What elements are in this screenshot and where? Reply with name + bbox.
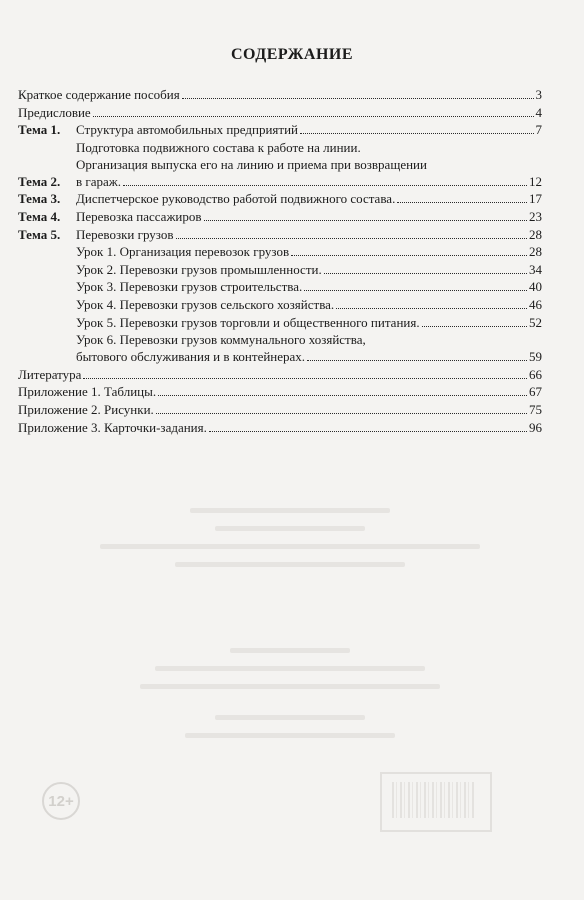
toc-page-number: 4 (535, 104, 542, 120)
toc-entry (18, 331, 542, 365)
toc-entry (18, 261, 542, 278)
toc-entry-line: Подготовка подвижного состава к работе на линии. (76, 139, 361, 155)
toc-page-number: 3 (535, 87, 542, 102)
toc-page-number: 7 (535, 122, 542, 138)
bleed-through-imprint (90, 648, 490, 751)
toc-entry-title: Перевозка пассажиров (76, 208, 202, 224)
toc-entry-title: Предисловие (18, 104, 91, 120)
toc-page-number: 12 (529, 173, 542, 189)
toc-entry (18, 401, 542, 418)
toc-entry-title: в гараж. (76, 173, 121, 189)
toc-page-number: 17 (529, 191, 542, 207)
toc-entry (18, 139, 542, 190)
toc-entry (18, 208, 542, 225)
toc-leader-dots (176, 238, 528, 239)
toc-entry-title: Диспетчерское руководство работой подвижного состава. (76, 191, 396, 207)
toc-entry (18, 314, 542, 331)
toc-entry-title: Литература (18, 366, 82, 382)
toc-leader-dots (422, 326, 527, 327)
toc-leader-dots (307, 360, 527, 361)
toc-leader-dots (397, 202, 527, 203)
toc-entry (18, 366, 542, 383)
toc-leader-dots (304, 290, 527, 291)
toc-entry (18, 86, 542, 103)
age-rating-mark: 12+ (42, 782, 80, 820)
toc-page-number: 34 (529, 261, 542, 277)
toc-leader-dots (209, 431, 527, 432)
toc-leader-dots (204, 220, 527, 221)
toc-entry-line: Урок 6. Перевозки грузов коммунального хозяйства, (76, 332, 366, 348)
toc-entry-title: Приложение 2. Рисунки. (18, 401, 154, 417)
toc-entry-title: Урок 4. Перевозки грузов сельского хозяйства. (76, 296, 335, 312)
toc-leader-dots (182, 98, 534, 99)
toc-page-number: 66 (529, 366, 542, 382)
toc-leader-dots (83, 378, 527, 379)
toc-page-number: 40 (529, 279, 542, 295)
toc-entry-title: Приложение 3. Карточки-задания. (18, 419, 207, 435)
toc-leader-dots (93, 116, 534, 117)
toc-page-number: 52 (529, 314, 542, 330)
toc-page-number: 28 (529, 226, 542, 242)
toc-entry-title: Краткое содержание пособия (18, 87, 180, 102)
toc-page-number: 28 (529, 244, 542, 260)
toc-topic-label: Тема 2. (18, 173, 61, 189)
toc-entry-title: Приложение 1. Таблицы. (18, 384, 157, 400)
toc-entry (18, 121, 542, 138)
toc-page-number: 96 (529, 419, 542, 435)
toc-entry-title: Урок 2. Перевозки грузов промышленности. (76, 261, 322, 277)
toc-page-number: 67 (529, 384, 542, 400)
toc-topic-label: Тема 5. (18, 226, 61, 242)
toc-topic-label: Тема 4. (18, 208, 61, 224)
toc-entry (18, 419, 542, 436)
toc-leader-dots (156, 413, 527, 414)
toc-entry (18, 226, 542, 243)
toc-leader-dots (123, 185, 527, 186)
toc-topic-label: Тема 1. (18, 122, 61, 138)
toc-leader-dots (300, 133, 533, 134)
bleed-through-text (90, 508, 490, 580)
toc-page-number: 46 (529, 296, 542, 312)
toc-entry-title: Урок 3. Перевозки грузов строительства. (76, 279, 303, 295)
toc-leader-dots (291, 255, 527, 256)
toc-entry-title: Урок 5. Перевозки грузов торговли и общественного питания. (76, 314, 420, 330)
toc-entry (18, 104, 542, 121)
toc-entry-title: Структура автомобильных предприятий (76, 122, 299, 138)
toc-page-number: 75 (529, 401, 542, 417)
toc-topic-label: Тема 3. (18, 191, 61, 207)
toc-entry (18, 243, 542, 260)
toc-entry (18, 190, 542, 207)
toc-page-number: 23 (529, 208, 542, 224)
page-title: СОДЕРЖАНИЕ (230, 46, 354, 63)
toc-page-number: 59 (529, 349, 542, 365)
toc-entry-title: Урок 1. Организация перевозок грузов (76, 244, 290, 260)
table-of-contents (18, 86, 542, 436)
toc-entry-line: Организация выпуска его на линию и приема при возвращении (76, 156, 427, 172)
barcode-stamp (380, 772, 492, 832)
toc-leader-dots (336, 308, 527, 309)
toc-entry-title: бытового обслуживания и в контейнерах. (76, 349, 306, 365)
toc-entry (18, 278, 542, 295)
toc-leader-dots (158, 395, 527, 396)
toc-entry (18, 296, 542, 313)
toc-leader-dots (324, 273, 527, 274)
toc-entry-title: Перевозки грузов (76, 226, 174, 242)
toc-entry (18, 383, 542, 400)
